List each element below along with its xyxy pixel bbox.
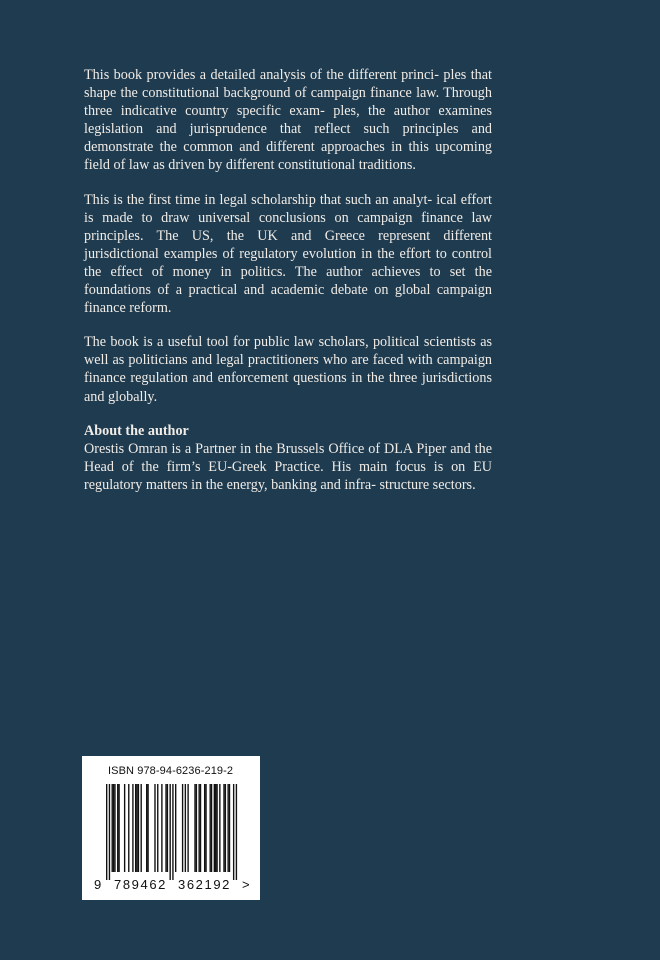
barcode-digit-first: 9 — [94, 877, 102, 892]
barcode-bar — [117, 784, 118, 872]
barcode-bar — [165, 784, 166, 872]
barcode-bar — [138, 784, 139, 872]
barcode-bar — [157, 784, 158, 872]
barcode-bars — [82, 756, 260, 900]
text-line: different approaches in this upcoming field of law as driven by — [84, 139, 493, 174]
blurb-text — [84, 66, 492, 494]
barcode-bar — [114, 784, 115, 872]
barcode-bar — [223, 784, 224, 872]
text-line: The book is a useful tool for public law scholars, political — [84, 334, 420, 351]
about-author-paragraph — [84, 440, 492, 494]
barcode-arrow: > — [242, 877, 250, 892]
about-author-heading: About the author — [84, 422, 189, 439]
barcode-bar — [225, 784, 226, 872]
text-line: structure sectors. — [379, 476, 476, 493]
barcode-bar — [219, 784, 220, 872]
barcode-bar — [185, 784, 186, 872]
barcode-bar — [135, 784, 136, 872]
barcode-bar — [227, 784, 228, 872]
barcode-bar — [198, 784, 199, 872]
text-line: Orestis Omran is a Partner in the Brussels Office of DLA Piper — [84, 440, 447, 457]
barcode-bar — [211, 784, 212, 872]
text-line: is on EU regulatory matters in the energy, banking and infra- — [84, 458, 493, 493]
text-line: scientists as well as politicians and legal practitioners who — [84, 334, 493, 369]
text-line: different constitutional traditions. — [225, 157, 416, 174]
barcode-bar — [141, 784, 142, 872]
isbn-label: ISBN 978-94-6236-219-2 — [108, 765, 234, 777]
barcode-bar — [233, 784, 234, 880]
barcode-bar — [118, 784, 119, 872]
barcode-digits-left: 789462 — [114, 877, 167, 892]
text-line: ples that shape the constitutional background of campaign — [84, 67, 492, 102]
text-line: reflect such principles and demonstrate the common and — [84, 121, 493, 156]
text-line: finance law principles. The US, the UK and Greece represent — [84, 209, 493, 244]
barcode-bar — [132, 784, 133, 872]
text-line: finance law. Through three indicative country specific exam- — [84, 85, 492, 120]
barcode-bar — [200, 784, 201, 872]
barcode-bar — [187, 784, 188, 872]
barcode-bar — [154, 784, 155, 872]
barcode-bar — [182, 784, 183, 872]
barcode-bar — [172, 784, 173, 880]
barcode-bar — [214, 784, 215, 872]
barcode-bar — [215, 784, 216, 872]
barcode-bar — [204, 784, 205, 872]
barcode-bar — [236, 784, 237, 880]
barcode-bar — [194, 784, 195, 872]
text-line: ical effort is made to draw universal conclusions on campaign — [84, 191, 492, 226]
text-line: the effort to control the effect of money in politics. The author — [84, 245, 492, 280]
barcode-bar — [112, 784, 113, 872]
text-line: This is the first time in legal scholarship that such an analyt- — [84, 191, 433, 208]
description-paragraph-2 — [84, 191, 492, 318]
barcode-bar — [124, 784, 125, 872]
text-line: different jurisdictional examples of regulatory evolution in — [84, 227, 493, 262]
barcode-bar — [167, 784, 168, 872]
barcode-bar — [147, 784, 148, 872]
barcode-bar — [196, 784, 197, 872]
text-line: questions in the three jurisdictions and globally. — [84, 370, 492, 405]
isbn-barcode — [82, 756, 260, 900]
barcode-bar — [113, 784, 114, 872]
barcode-bar — [128, 784, 129, 872]
text-line: achieves to set the foundations of a practical and academic — [84, 263, 492, 299]
barcode-bar — [205, 784, 206, 872]
text-line: debate on global campaign finance reform. — [84, 282, 492, 317]
barcode-bar — [161, 784, 162, 872]
barcode-bar — [146, 784, 147, 872]
barcode-bar — [109, 784, 110, 880]
text-line: ples, the author examines legislation and jurisprudence that — [84, 103, 492, 138]
text-line: are faced with campaign finance regulation and enforcement — [84, 352, 493, 387]
barcode-bar — [216, 784, 217, 872]
text-line: and the Head of the firm’s EU-Greek Practice. His main focus — [84, 440, 492, 475]
barcode-bar — [169, 784, 170, 880]
barcode-bar — [136, 784, 137, 872]
barcode-bar — [175, 784, 176, 872]
barcode-bar — [210, 784, 211, 872]
text-line: This book provides a detailed analysis of the different princi- — [84, 67, 439, 83]
barcode-bar — [229, 784, 230, 872]
barcode-bar — [106, 784, 107, 880]
barcode-digits-right: 362192 — [178, 877, 231, 892]
description-paragraph-3 — [84, 333, 492, 405]
description-paragraph-1 — [84, 66, 492, 175]
